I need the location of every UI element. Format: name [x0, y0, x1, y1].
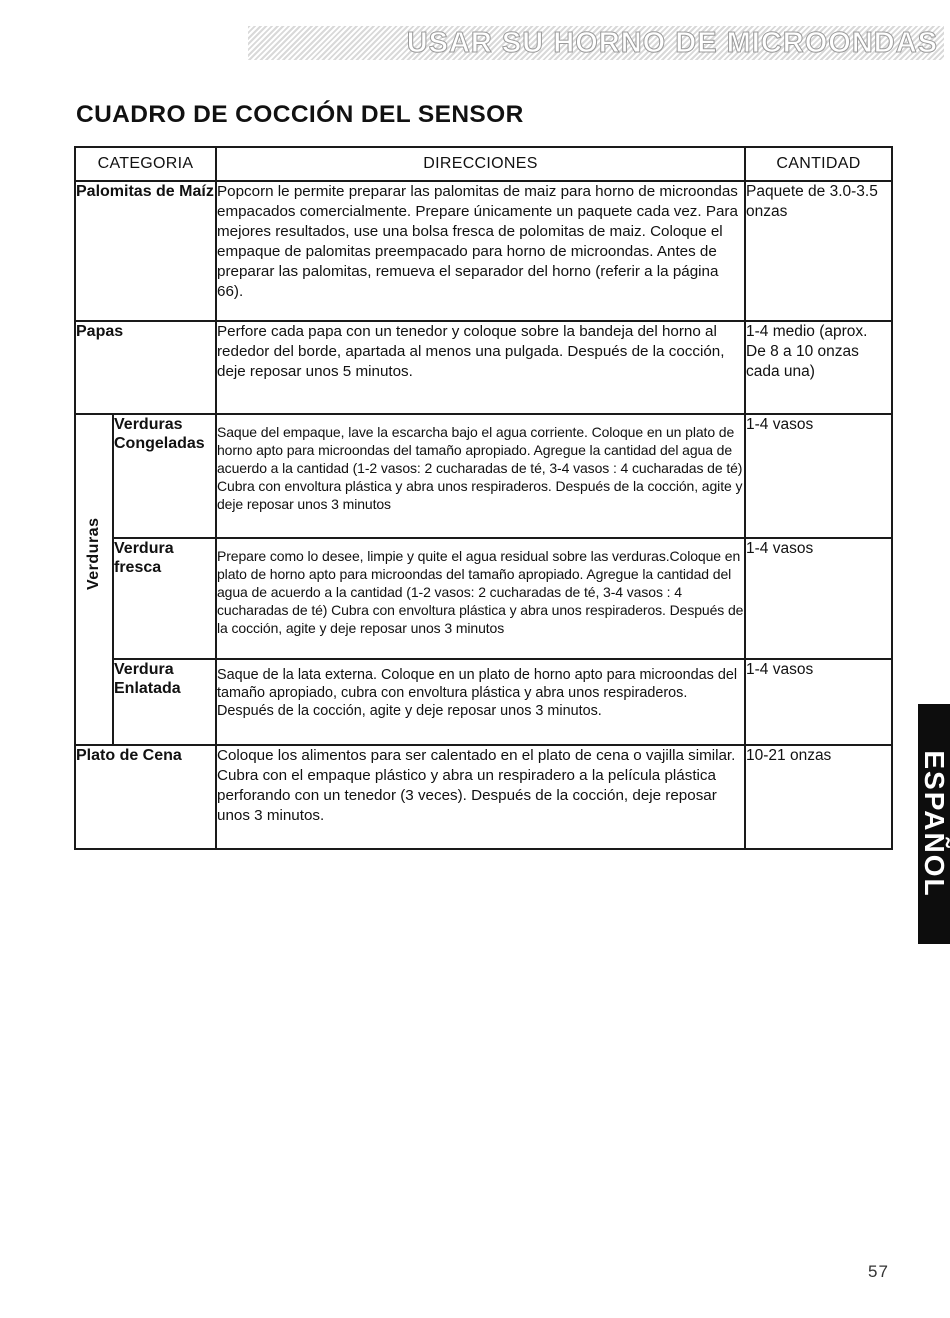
quantity-cell: Paquete de 3.0-3.5 onzas	[745, 181, 892, 321]
column-header-quantity: CANTIDAD	[745, 147, 892, 181]
vegetables-group-text: Verduras	[85, 517, 102, 590]
section-header-title: USAR SU HORNO DE MICROONDAS	[406, 27, 938, 59]
quantity-cell: 1-4 vasos	[745, 414, 892, 538]
table-row	[75, 181, 892, 321]
language-tab	[918, 704, 950, 944]
table-row	[75, 659, 892, 745]
directions-cell: Prepare como lo desee, limpie y quite el agua residual sobre las verduras.Coloque en plato de horno apto para microondas del tamaño apropiado. Agregue la cantidad del agua de acuerdo a la cantidad (1-2 vasos: 2 cucharadas de té, 3-4 vasos : 4 cucharadas de té) Cubra con envoltura plástica y abra unos respiraderos. Después de la cocción, agite y deje reposar unos 3 minutos	[216, 538, 745, 659]
quantity-cell: 10-21 onzas	[745, 745, 892, 849]
sensor-cooking-chart	[74, 146, 893, 850]
directions-cell: Saque del empaque, lave la escarcha bajo el agua corriente. Coloque en un plato de horno apto para microondas del tamaño apropiado. Agregue la cantidad del agua de acuerdo a la cantidad (1-2 vasos: 2 cucharadas de té, 3-4 vasos : 4 cucharadas de té) Cubra con envoltura plástica y abra unos respiraderos. Después de la cocción, agite y deje reposar unos 3 minutos	[216, 414, 745, 538]
section-header-band	[248, 26, 944, 60]
category-cell: Verduras Congeladas	[113, 414, 216, 538]
page-number: 57	[868, 1262, 889, 1281]
directions-cell: Perfore cada papa con un tenedor y coloque sobre la bandeja del horno al rededor del borde, apartada al menos una pulgada. Después de la cocción, deje reposar unos 5 minutos.	[216, 321, 745, 414]
table-row	[75, 321, 892, 414]
quantity-cell: 1-4 vasos	[745, 538, 892, 659]
directions-cell: Coloque los alimentos para ser calentado en el plato de cena o vajilla similar. Cubra con el empaque plástico y abra un respiradero a la película plástica perforando con un tenedor (3 veces). Después de la cocción, deje reposar unos 3 minutos.	[216, 745, 745, 849]
directions-cell: Saque de la lata externa. Coloque en un plato de horno apto para microondas del tamaño apropiado, cubra con envoltura plástica y abra unos respiraderos. Después de la cocción, agite y deje reposar unos 3 minutos.	[216, 659, 745, 745]
table-row	[75, 745, 892, 849]
quantity-cell: 1-4 vasos	[745, 659, 892, 745]
category-cell: Papas	[75, 321, 216, 414]
column-header-directions: DIRECCIONES	[216, 147, 745, 181]
category-cell: Palomitas de Maíz	[75, 181, 216, 321]
table-row	[75, 538, 892, 659]
table-header-row	[75, 147, 892, 181]
column-header-category: CATEGORIA	[75, 147, 216, 181]
vegetables-group-label	[75, 414, 113, 745]
language-tab-label: ESPAÑOL	[919, 750, 950, 898]
quantity-cell: 1-4 medio (aprox. De 8 a 10 onzas cada una)	[745, 321, 892, 414]
category-cell: Verdura Enlatada	[113, 659, 216, 745]
category-cell: Plato de Cena	[75, 745, 216, 849]
directions-cell: Popcorn le permite preparar las palomitas de maiz para horno de microondas empacados comercialmente. Prepare únicamente un paquete cada vez. Para mejores resultados, use una bolsa fresca de polomitas de maiz. Coloque el empaque de palomitas preempacado para horno de microondas. Antes de preparar las palomitas, remueva el separador del horno (referir a la página 66).	[216, 181, 745, 321]
page-title: CUADRO DE COCCIÓN DEL SENSOR	[76, 101, 524, 128]
table-row	[75, 414, 892, 538]
category-cell: Verdura fresca	[113, 538, 216, 659]
